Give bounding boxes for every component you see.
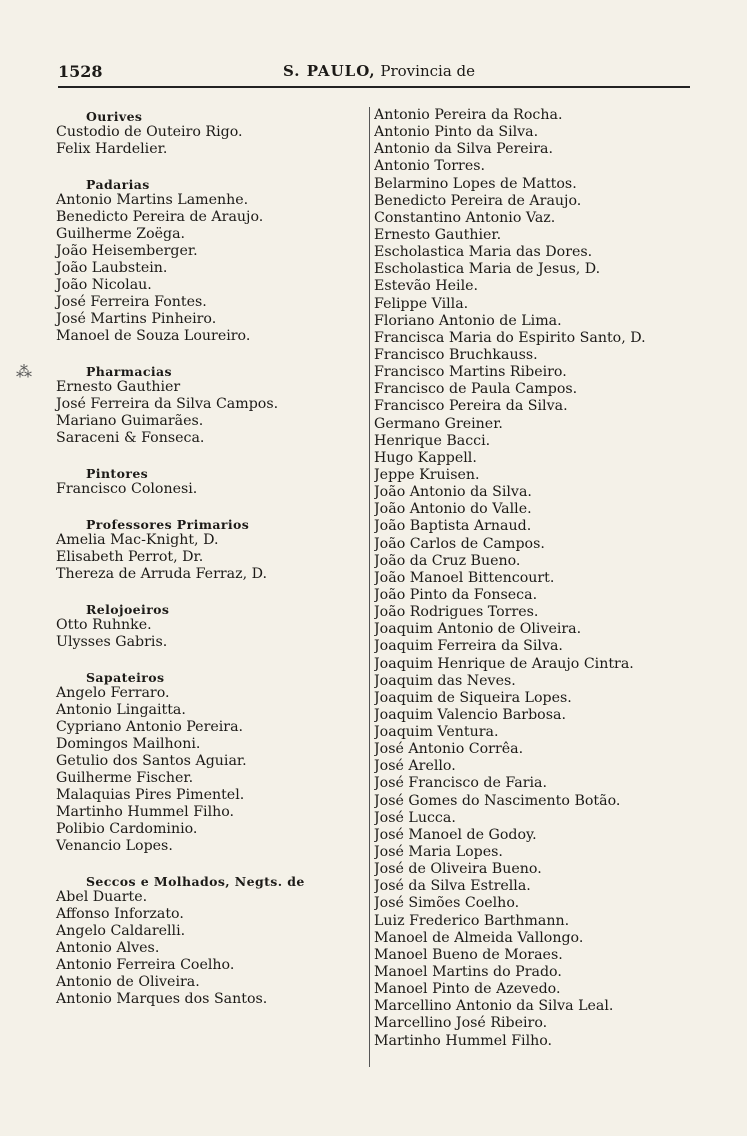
directory-entry: Custodio de Outeiro Rigo. [56,124,243,140]
section-heading: Professores Primarios [86,517,250,532]
section-heading: Sapateiros [86,670,165,685]
directory-entry: Benedicto Pereira de Araujo. [374,192,582,209]
directory-entry: Guilherme Fischer. [56,770,194,786]
column-divider [369,107,370,1067]
directory-entry: Venancio Lopes. [56,838,173,854]
directory-entry: Floriano Antonio de Lima. [374,312,562,329]
directory-entry: Joaquim Antonio de Oliveira. [374,621,582,638]
directory-entry: Antonio Ferreira Coelho. [56,957,235,973]
directory-entry: Antonio Alves. [56,940,160,956]
directory-entry: João Pinto da Fonseca. [374,586,538,603]
directory-entry: Joaquim Valencio Barbosa. [374,706,566,723]
directory-entry: Constantino Antonio Vaz. [374,209,556,226]
left-column [52,107,362,1025]
directory-entry: José Francisco de Faria. [374,775,548,792]
section-heading: Pharmacias [86,364,172,379]
running-title-subtitle: Provincia de [380,62,476,80]
directory-entry: Angelo Ferraro. [56,685,170,701]
directory-section [52,175,362,345]
directory-entry: Luiz Frederico Barthmann. [374,912,570,929]
directory-entry: João Rodrigues Torres. [374,604,539,621]
directory-entry: Manoel de Almeida Vallongo. [374,929,584,946]
directory-entry: Martinho Hummel Filho. [56,804,235,820]
directory-entry: Antonio Pinto da Silva. [374,124,539,141]
directory-entry: Saraceni & Fonseca. [56,430,205,446]
directory-section [52,872,362,1008]
directory-entry: Ernesto Gauthier [56,379,181,395]
directory-entry: Abel Duarte. [56,889,148,905]
directory-entry: Escholastica Maria das Dores. [374,244,593,261]
directory-entry: Francisca Maria do Espirito Santo, D. [374,329,646,346]
directory-entry: Jeppe Kruisen. [374,466,480,483]
directory-entry: João Antonio da Silva. [374,484,532,501]
directory-entry: João Nicolau. [56,277,152,293]
directory-entry: José Ferreira Fontes. [56,294,207,310]
directory-entry: Antonio Lingaitta. [56,702,186,718]
directory-entry: José Ferreira da Silva Campos. [56,396,279,412]
directory-entry: José Lucca. [374,809,456,826]
section-heading: Relojoeiros [86,602,170,617]
right-column [374,107,694,1050]
directory-entry: Elisabeth Perrot, Dr. [56,549,204,565]
directory-entry: Joaquim de Siqueira Lopes. [374,689,572,706]
margin-mark: ⁂ [16,362,32,381]
directory-entry: Affonso Inforzato. [56,906,184,922]
directory-entry: Domingos Mailhoni. [56,736,201,752]
directory-entry: Angelo Caldarelli. [56,923,186,939]
directory-entry: Antonio Martins Lamenhe. [56,192,249,208]
directory-entry: Germano Greiner. [374,415,503,432]
directory-entry: Ulysses Gabris. [56,634,168,650]
directory-entry: Manoel Bueno de Moraes. [374,946,563,963]
directory-entry: João Heisemberger. [56,243,198,259]
directory-entry: José Simões Coelho. [374,895,520,912]
section-heading: Ourives [86,109,143,124]
directory-entry: Francisco Bruchkauss. [374,346,538,363]
directory-entry: João Antonio do Valle. [374,501,532,518]
directory-entry: Manoel Martins do Prado. [374,964,562,981]
directory-entry: Joaquim das Neves. [374,672,516,689]
directory-entry: José Gomes do Nascimento Botão. [374,792,621,809]
directory-entry: Antonio da Silva Pereira. [374,141,553,158]
directory-entry: Escholastica Maria de Jesus, D. [374,261,601,278]
directory-entry: Joaquim Henrique de Araujo Cintra. [374,655,634,672]
directory-section [52,515,362,583]
directory-section [52,107,362,158]
directory-entry: Hugo Kappell. [374,449,477,466]
directory-entry: Antonio de Oliveira. [56,974,200,990]
directory-entry: Manoel Pinto de Azevedo. [374,981,561,998]
page-header [58,62,690,86]
directory-entry: Manoel de Souza Loureiro. [56,328,251,344]
directory-entry: Felix Hardelier. [56,141,168,157]
directory-entry: João Laubstein. [56,260,168,276]
directory-entry: Martinho Hummel Filho. [374,1032,553,1049]
running-title [283,62,475,80]
page-number: 1528 [58,62,103,81]
running-title-place: S. PAULO, [283,62,376,80]
directory-entry: José Antonio Corrêa. [374,741,524,758]
directory-entry: Amelia Mac-Knight, D. [56,532,219,548]
directory-entry: José Manoel de Godoy. [374,826,537,843]
directory-entry: Getulio dos Santos Aguiar. [56,753,247,769]
directory-entry: Joaquim Ventura. [374,724,499,741]
directory-entry: José Maria Lopes. [374,844,503,861]
directory-entry: José Martins Pinheiro. [56,311,217,327]
directory-entry: Polibio Cardominio. [56,821,198,837]
directory-entry: Thereza de Arruda Ferraz, D. [56,566,267,582]
directory-entry: Mariano Guimarães. [56,413,204,429]
directory-entry: Antonio Pereira da Rocha. [374,107,563,123]
directory-entry: Henrique Bacci. [374,432,491,449]
directory-entry: Marcellino Antonio da Silva Leal. [374,998,614,1015]
directory-entry: Francisco Pereira da Silva. [374,398,568,415]
directory-entry: José Arello. [374,758,456,775]
directory-entry: Malaquias Pires Pimentel. [56,787,245,803]
directory-section [52,464,362,498]
directory-entry: João Manoel Bittencourt. [374,569,555,586]
directory-entry: Ernesto Gauthier. [374,226,502,243]
section-heading: Pintores [86,466,149,481]
directory-entry: Belarmino Lopes de Mattos. [374,175,577,192]
directory-entry: Felippe Villa. [374,295,469,312]
directory-section [52,362,362,447]
directory-entry: Joaquim Ferreira da Silva. [374,638,563,655]
directory-entry: João da Cruz Bueno. [374,552,521,569]
directory-entry: Marcellino José Ribeiro. [374,1015,548,1032]
section-heading: Padarias [86,177,150,192]
directory-entry: Antonio Torres. [374,158,486,175]
directory-entry: José da Silva Estrella. [374,878,531,895]
directory-entry: Otto Ruhnke. [56,617,152,633]
directory-entry: João Carlos de Campos. [374,535,545,552]
directory-entry: Francisco Martins Ribeiro. [374,364,567,381]
section-heading: Seccos e Molhados, Negts. de [86,874,305,889]
directory-entry: Benedicto Pereira de Araujo. [56,209,264,225]
directory-entry: José de Oliveira Bueno. [374,861,542,878]
directory-entry: Antonio Marques dos Santos. [56,991,268,1007]
directory-section [52,668,362,855]
directory-entry: Francisco Colonesi. [56,481,198,497]
directory-entry: João Baptista Arnaud. [374,518,532,535]
directory-entry: Estevão Heile. [374,278,479,295]
directory-section [52,600,362,651]
directory-entry: Cypriano Antonio Pereira. [56,719,244,735]
directory-entry: Guilherme Zoëga. [56,226,186,242]
header-rule [58,86,690,88]
directory-entry: Francisco de Paula Campos. [374,381,578,398]
